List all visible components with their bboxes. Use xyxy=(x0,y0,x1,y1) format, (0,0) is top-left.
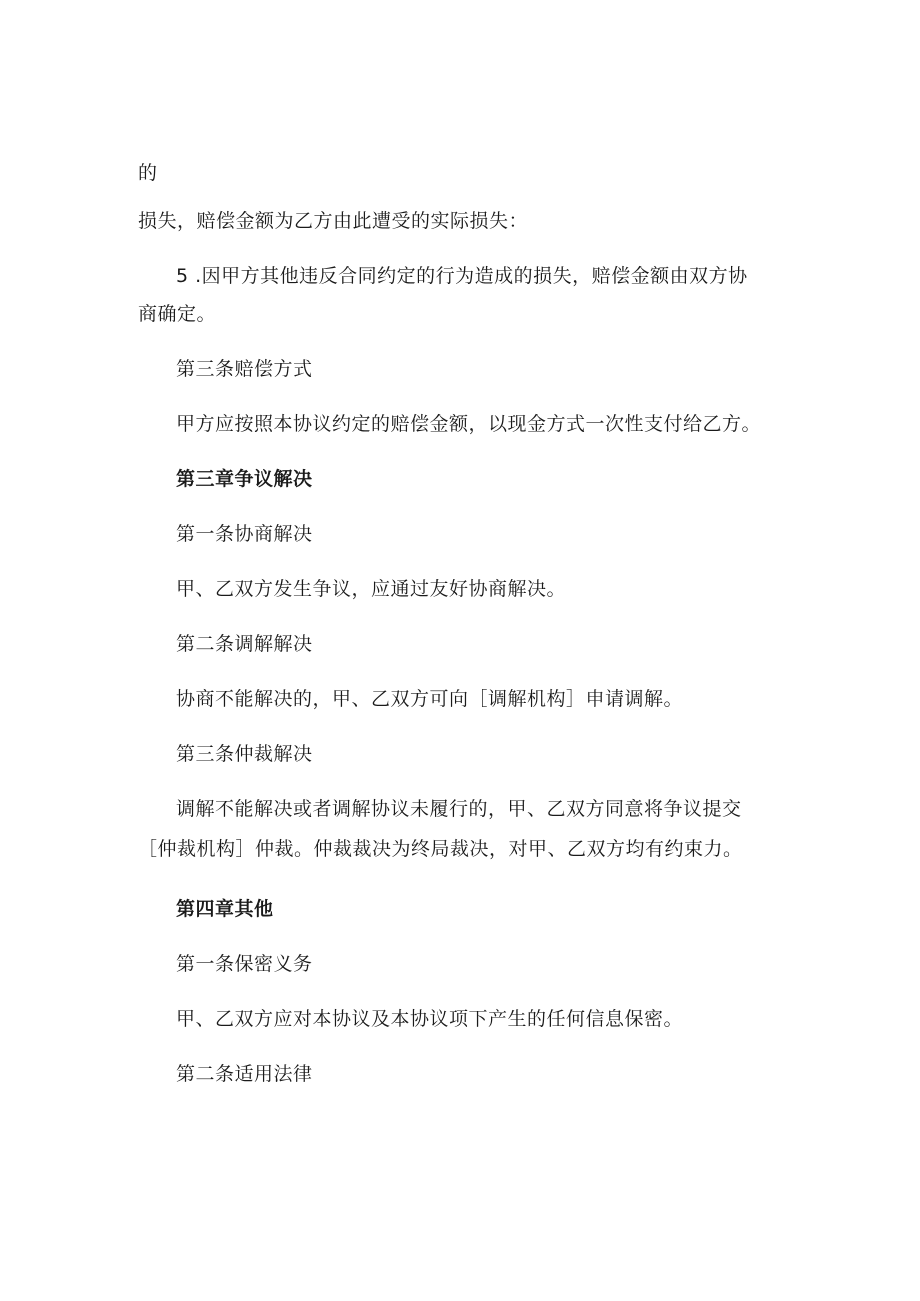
text-line-loss-amount: 损失，赔偿金额为乙方由此遭受的实际损失： xyxy=(138,210,529,232)
compensation-method-text: 甲方应按照本协议约定的赔偿金额，以现金方式一次性支付给乙方。 xyxy=(176,413,762,435)
chapter-3-heading: 第三章争议解决 xyxy=(176,468,313,490)
article-negotiation: 第一条协商解决 xyxy=(176,523,313,545)
article-confidentiality: 第一条保密义务 xyxy=(176,953,313,975)
article-mediation: 第二条调解解决 xyxy=(176,633,313,655)
arbitration-text-line-2: ［仲裁机构］仲裁。仲裁裁决为终局裁决，对甲、乙双方均有约束力。 xyxy=(138,838,743,860)
article-compensation-method: 第三条赔偿方式 xyxy=(176,358,313,380)
chapter-4-heading: 第四章其他 xyxy=(176,898,274,920)
article-arbitration: 第三条仲裁解决 xyxy=(176,743,313,765)
confidentiality-text: 甲、乙双方应对本协议及本协议项下产生的任何信息保密。 xyxy=(176,1008,684,1030)
clause-5-line-1: 5 .因甲方其他违反合同约定的行为造成的损失，赔偿金额由双方协 xyxy=(176,265,748,287)
negotiation-text: 甲、乙双方发生争议，应通过友好协商解决。 xyxy=(176,578,567,600)
arbitration-text-line-1: 调解不能解决或者调解协议未履行的，甲、乙双方同意将争议提交 xyxy=(176,798,742,820)
mediation-text: 协商不能解决的，甲、乙双方可向［调解机构］申请调解。 xyxy=(176,688,684,710)
clause-5-line-2: 商确定。 xyxy=(138,303,217,325)
text-line-continuation: 的 xyxy=(138,162,158,184)
article-applicable-law: 第二条适用法律 xyxy=(176,1063,313,1085)
